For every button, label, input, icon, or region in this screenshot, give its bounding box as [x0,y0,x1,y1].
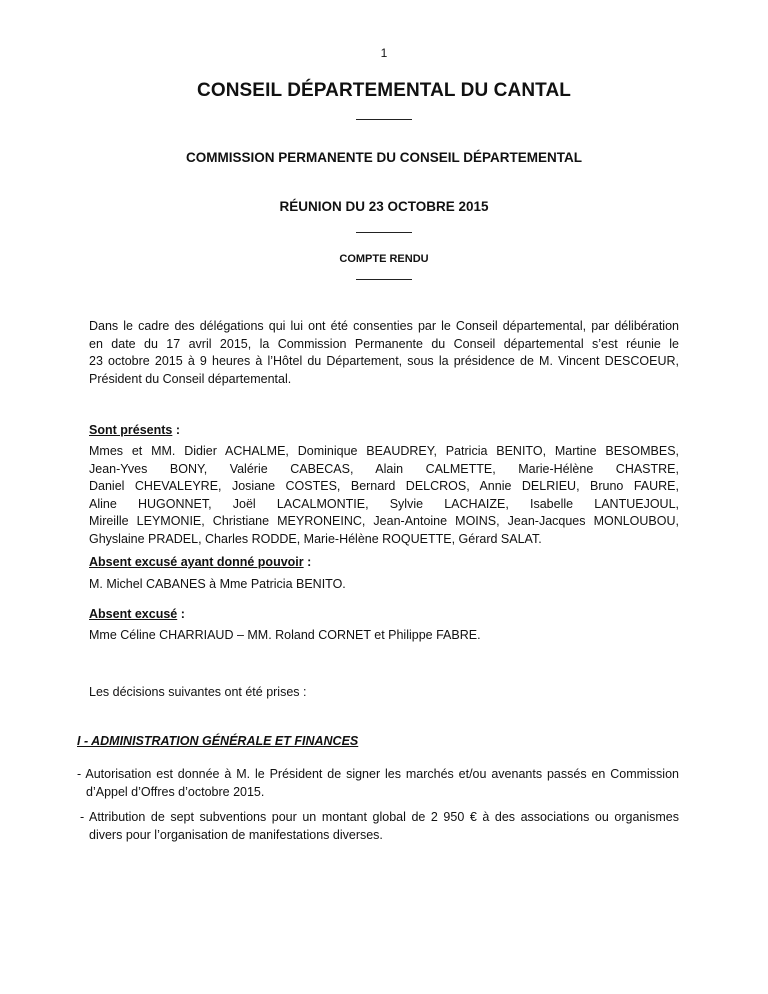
proxy-text: M. Michel CABANES à Mme Patricia BENITO. [89,577,346,591]
excused-heading: Absent excusé : [89,607,185,621]
report-divider [356,279,412,280]
proxy-heading: Absent excusé ayant donné pouvoir : [89,555,312,569]
commission-subtitle: COMMISSION PERMANENTE DU CONSEIL DÉPARTEMENTAL [185,150,582,165]
report-label: COMPTE RENDU [339,253,429,265]
decisions-intro: Les décisions suivantes ont été prises : [89,685,307,699]
section-title: I - ADMINISTRATION GÉNÉRALE ET FINANCES [77,734,359,748]
excused-text: Mme Céline CHARRIAUD – MM. Roland CORNET et Philippe FABRE. [89,628,481,642]
decision-item: - Autorisation est donnée à M. le Président de signer les marchés et/ou avenants passés en Commission d’Appel d’Offres d’octobre 2015. [77,767,679,799]
present-heading: Sont présents : [89,423,180,437]
meeting-divider [356,232,412,233]
meeting-date-title: RÉUNION DU 23 OCTOBRE 2015 [279,199,489,214]
present-list: Mmes et MM. Didier ACHALME, Dominique BEAUDREY, Patricia BENITO, Martine BESOMBES, Jean-Yves BONY, Valérie CABECAS, Alain CALMETTE, Marie-Hélène CHASTRE, Daniel CHEVALEYRE, Josiane COSTES, Bernard DELCROS, Annie DELRIEU, Bruno FAURE, Aline HUGONNET, Joël LACALMONTIE, Sylvie LACHAIZE, Isabelle LANTUEJOUL, Mireille LEYMONIE, Christiane MEYRONEINC, Jean-Antoine MOINS, Jean-Jacques MONLOUBOU, Ghyslaine PRADEL, Charles RODDE, Marie-Hélène ROQUETTE, Gérard SALAT. [89,444,679,546]
title-divider [356,119,412,120]
page-number: 1 [380,46,388,60]
intro-paragraph: Dans le cadre des délégations qui lui ont été consenties par le Conseil départemental, par délibération en date du 17 avril 2015, la Commission Permanente du Conseil départemental s’est réunie le 23 octobre 2015 à 9 heures à l’Hôtel du Département, sous la présidence de M. Vincent DESCOEUR, Président du Conseil départemental. [89,319,679,386]
document-title: CONSEIL DÉPARTEMENTAL DU CANTAL [197,80,571,101]
decision-item: - Attribution de sept subventions pour un montant global de 2 950 € à des associations ou organismes divers pour l’organisation de manifestations diverses. [80,810,679,842]
